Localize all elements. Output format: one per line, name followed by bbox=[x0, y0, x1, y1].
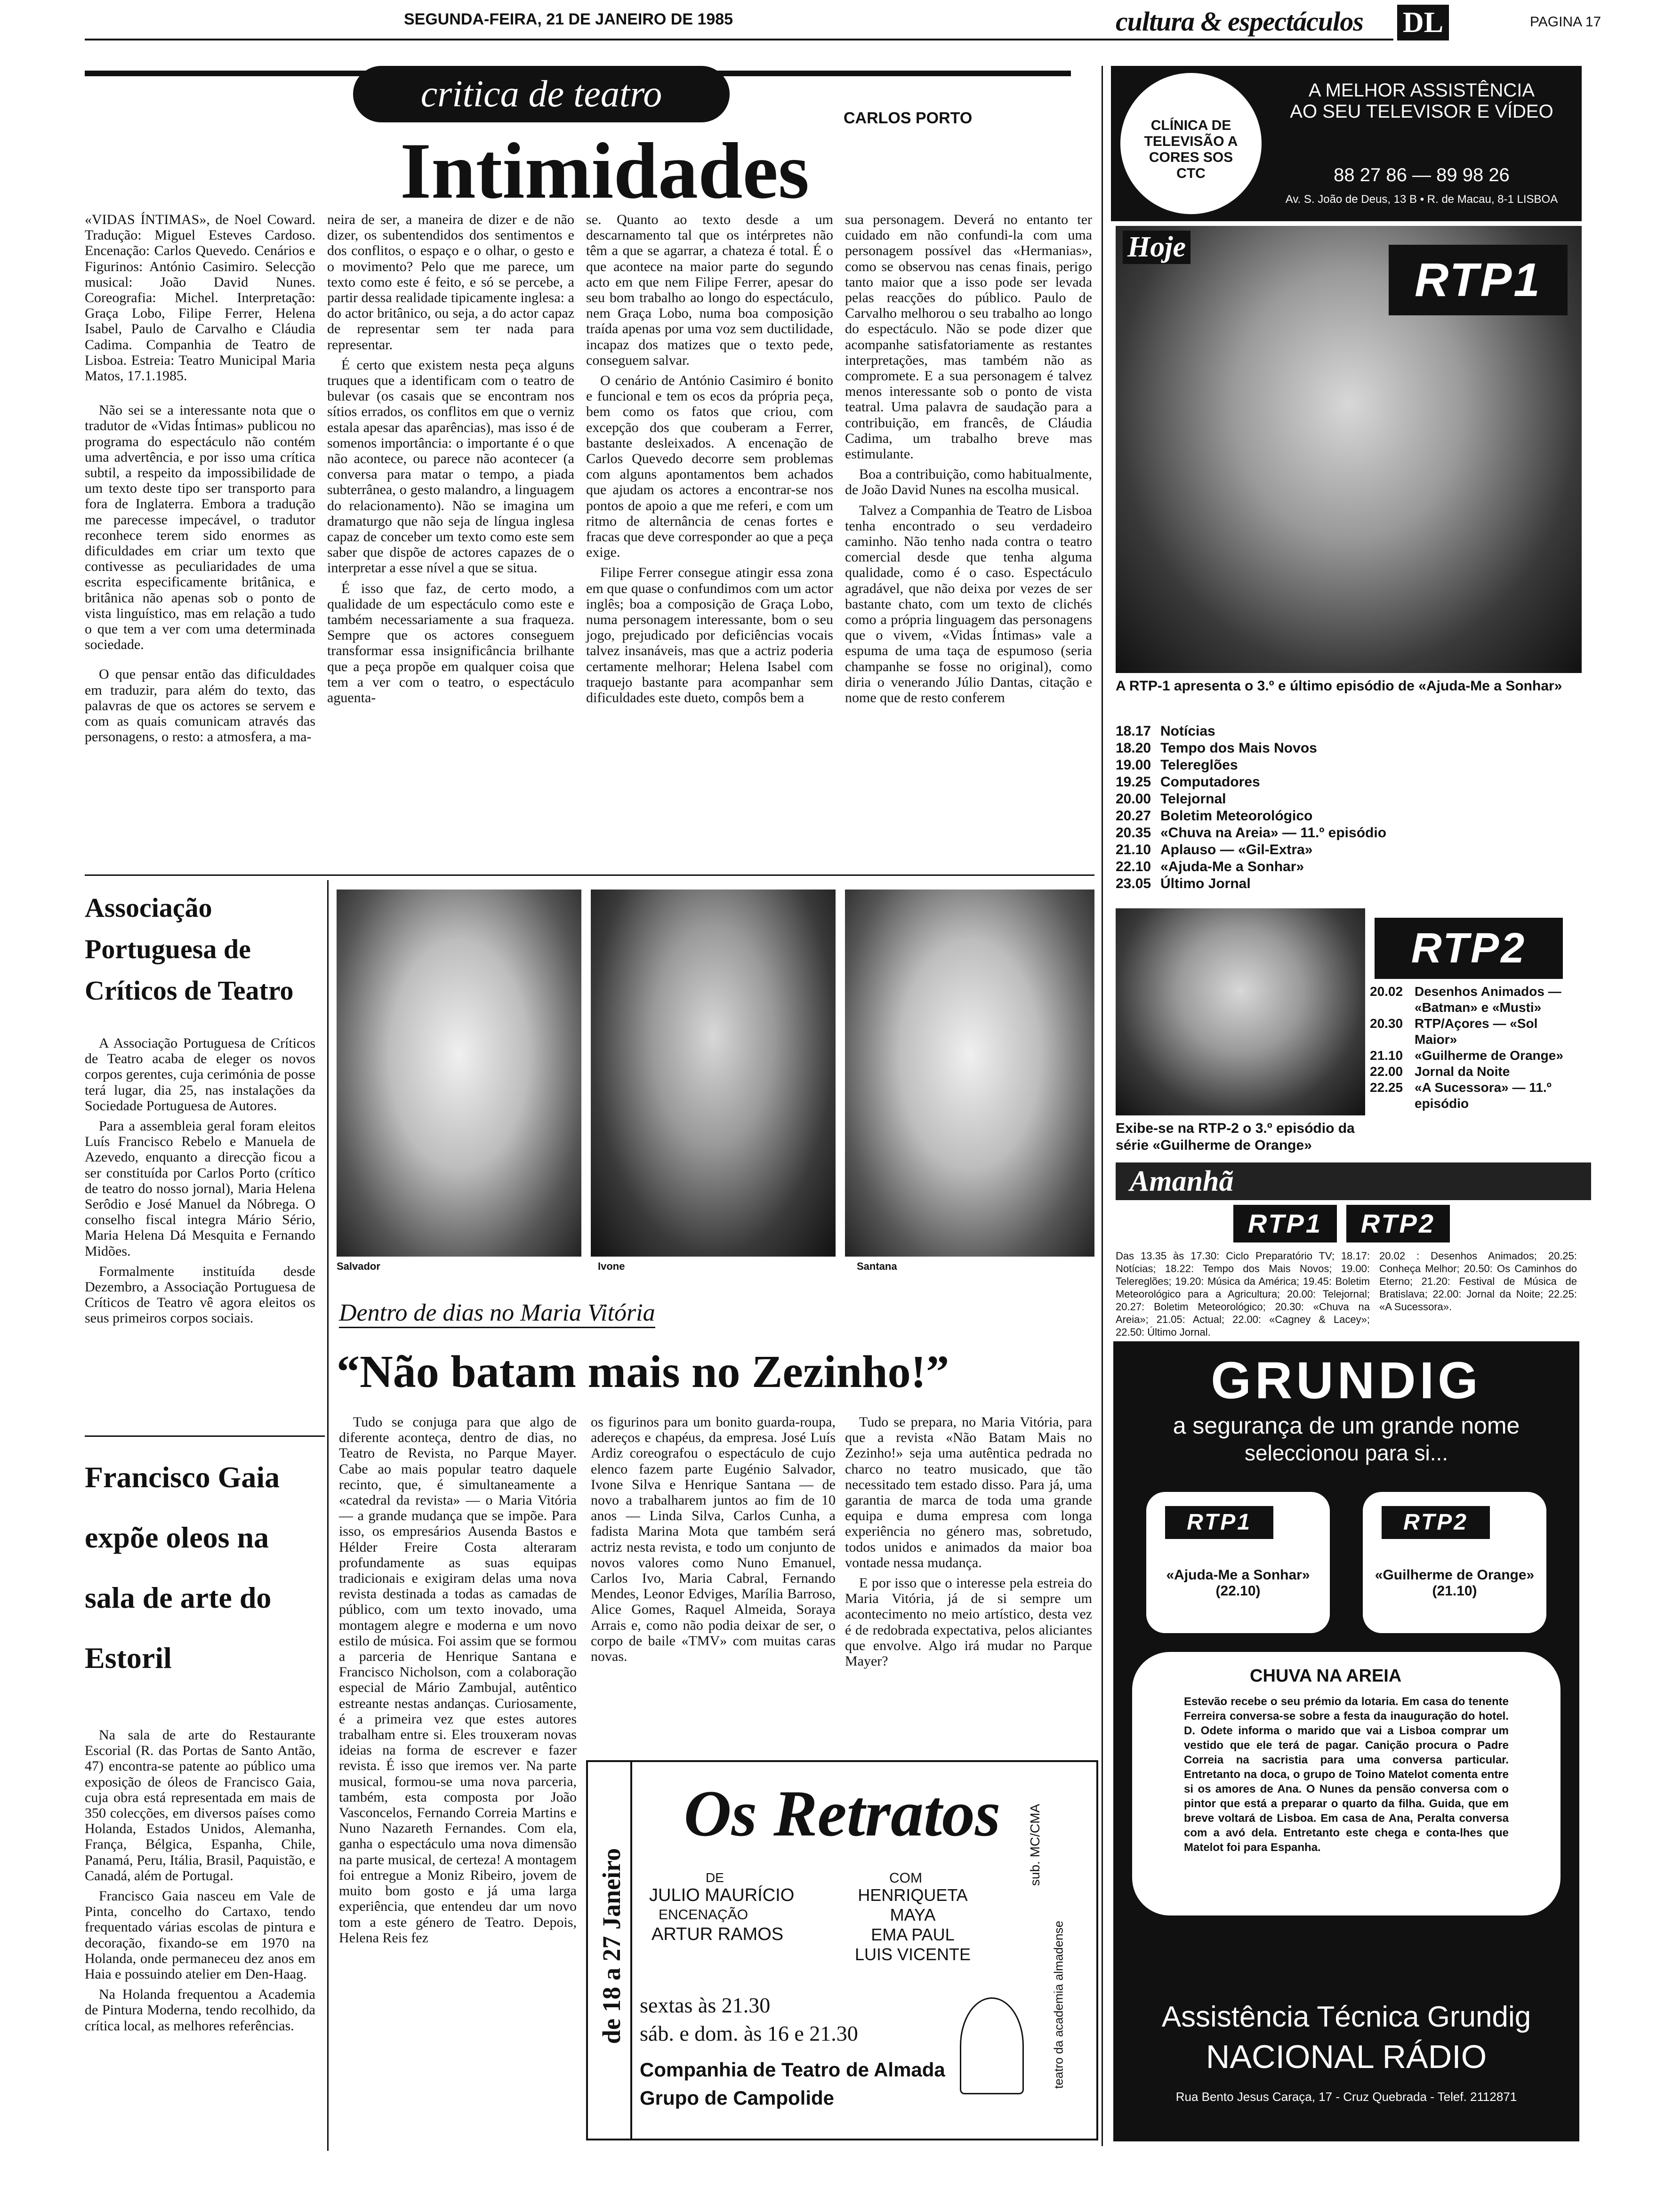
assoc-title: Associação Portuguesa de Críticos de Teatro bbox=[85, 892, 294, 1006]
grundig-pick-2 bbox=[1363, 1492, 1546, 1633]
review-paragraph: sua personagem. Deverá no entanto ter cuidado em não confundi-la com uma personagem possível das «Hermanias», como se observou nas cenas finais, perigo tanto maior que a isso pode ser levada pelas reacções do público. Paulo de Carvalho melhorou o seu trabalho ao longo do espectáculo. Não se pode dizer que acompanhe satisfatoriamente as restantes interpretações, mas também não as compromete. E a sua personagem é talvez menos interessante sob o ponto de vista teatral. Uma palavra de saudação para a contribuição, em francês, de Cláudia Cadima, um trabalho breve mas estimulante. bbox=[845, 212, 1092, 462]
photo-caption: Salvador bbox=[337, 1260, 380, 1272]
schedule-item: 21.10 «Guilherme de Orange» bbox=[1370, 1048, 1563, 1063]
schedule-item: 20.27 Boletim Meteorológico bbox=[1116, 808, 1313, 824]
sos-seal-text: CLÍNICA DE TELEVISÃO A CORES SOS CTC bbox=[1144, 118, 1238, 181]
retratos-emblem bbox=[960, 1997, 1024, 2094]
schedule-item: 20.02 Desenhos Animados — «Batman» e «Musti» bbox=[1370, 984, 1561, 1015]
tv-photo-rtp2 bbox=[1116, 908, 1365, 1115]
screen-text: Estevão recebe o seu prémio da lotaria. Em casa do tenente Ferreira conversa-se sobre a festa da inauguração do hotel. D. Odete informa o marido que vai a Lisboa comprar um vestido que ele terá de pagar. Canição procura o Padre Correia na sacristia para uma conversa particular. Entretanto na doca, o grupo de Toino Matelot comenta entre si os amores de Ana. O Nunes da pensão conversa com o pintor que está a preparar o quarto da filha. Guida, que em breve voltará de Lisboa. Em casa de Ana, Peralta conversa com a avó dela. Entretanto este chega e conta-lhes que Matelot foi para Espanha. bbox=[1184, 1695, 1509, 1854]
review-banner-text: critica de teatro bbox=[420, 73, 662, 115]
review-paragraph: Filipe Ferrer consegue atingir essa zona em que quase o confundimos com um actor inglês; boa a composição de Graça Lobo, numa personagem interessante, bom o seu jogo, prejudicado por deficiências vocais talvez insanáveis, mas que a actriz poderia certamente melhorar; Helena Isabel com traquejo bastante para acompanhar sem dificuldades este dueto, compôs bem a bbox=[586, 565, 833, 706]
review-paragraph: se. Quanto ao texto desde a um descarnamento tal que os intérpretes não têm a que se agarrar, a chateza é total. É o que acontece na maior parte do segundo acto em que nem Filipe Ferrer, apesar do seu bom trabalho ao longo do espectáculo, nem Graça Lobo, numa boa composição traída apenas por uma voz sem ductilidade, incapaz dos matizes que o texto pede, conseguem salvar. bbox=[586, 212, 833, 368]
review-paragraph: O que pensar então das dificuldades em traduzir, para além do texto, das palavras de que os actores se servem e com as quais comunicam através das personagens, o resto: a atmosfera, a ma- bbox=[85, 666, 315, 745]
schedule-item: 23.05 Último Jornal bbox=[1116, 876, 1251, 891]
schedule-item: 22.25 «A Sucessora» — 11.º episódio bbox=[1370, 1080, 1552, 1111]
schedule-item: 19.00 Telereglões bbox=[1116, 757, 1238, 773]
grundig-ad bbox=[1113, 1341, 1579, 2141]
tv-caption: Exibe-se na RTP-2 o 3.º episódio da série «Guilherme de Orange» bbox=[1116, 1121, 1355, 1153]
grundig-slogan-2: seleccionou para si... bbox=[1244, 1441, 1448, 1465]
retratos-company-2: Grupo de Campolide bbox=[640, 2087, 835, 2109]
schedule-item: 22.10 «Ajuda-Me a Sonhar» bbox=[1116, 859, 1304, 874]
retratos-ad bbox=[586, 1760, 1098, 2140]
photo-salvador bbox=[337, 890, 581, 1257]
review-column-1 bbox=[85, 212, 315, 750]
tv-logo-rtp2: RTP2 bbox=[1375, 918, 1563, 979]
review-credits: «VIDAS ÍNTIMAS», de Noel Coward. Tradução: Miguel Esteves Cardoso. Encenação: Carlos Quevedo. Cenários e Figurinos: António Casimiro. Selecção musical: João David Nunes. Coreografia: Michel. Interpretação: Graça Lobo, Filipe Ferrer, Helena Isabel, Paulo de Carvalho e Cláudia Cadima. Companhia de Teatro de Lisboa. Estreia: Teatro Municipal Maria Matos, 17.1.1985. bbox=[85, 212, 315, 384]
schedule-item: 18.20 Tempo dos Mais Novos bbox=[1116, 740, 1317, 756]
retratos-cast-name: LUIS VICENTE bbox=[854, 1945, 971, 1964]
tv-logo-am-rtp1: RTP1 bbox=[1233, 1205, 1337, 1242]
schedule-item: 21.10 Aplauso — «Gil-Extra» bbox=[1116, 842, 1313, 858]
retratos-times-1: sextas às 21.30 bbox=[640, 1993, 771, 2017]
review-title: Intimidades bbox=[400, 127, 810, 215]
assoc-paragraph: Para a assembleia geral foram eleitos Luís Francisco Rebelo e Manuela de Azevedo, enquanto a direcção ficou a ser constituída por Carlos Porto (crítico de teatro do nosso jornal), Maria Helena Serôdio e José Manuel da Nóbrega. O conselho fiscal integra Mário Sério, Maria Helena Dá Mesquita e Fernando Midões. bbox=[85, 1118, 315, 1259]
retratos-side-2: teatro da academia almadense bbox=[1051, 1921, 1066, 2089]
tv-amanha: Amanhã bbox=[1116, 1162, 1591, 1200]
review-column-3 bbox=[586, 212, 833, 710]
photo-caption: Santana bbox=[857, 1260, 897, 1272]
schedule-item: 20.30 RTP/Açores — «Sol Maior» bbox=[1370, 1016, 1538, 1047]
review-paragraph: Não sei se a interessante nota que o tradutor de «Vidas Íntimas» publicou no programa do espectáculo não contém uma advertência, e por isso uma crítica subtil, a respeito da impossibilidade de um texto deste tipo ser transporto para fora de Inglaterra. Embora a tradução me parecesse impecável, o tradutor reconhece terem sido enormes as dificuldades em criar um texto que contivesse as peculiaridades de uma escrita especificamente britânica, e britânica não apenas sob o ponto de vista linguístico, mas em relação a tudo o que tem a ver com uma determinada sociedade. bbox=[85, 402, 315, 653]
rtp2-schedule bbox=[1370, 984, 1577, 1112]
tv-hoje: Hoje bbox=[1123, 231, 1190, 264]
retratos-side-1: sub. MC/CMA bbox=[1028, 1803, 1042, 1886]
review-paragraph: Boa a contribuição, como habitualmente, de João David Nunes na escolha musical. bbox=[845, 466, 1092, 498]
sos-address: Av. S. João de Deus, 13 B • R. de Macau, 8-1 LISBOA bbox=[1285, 193, 1558, 206]
grundig-pick-text: «Ajuda-Me a Sonhar» (22.10) bbox=[1166, 1567, 1310, 1599]
gaia-paragraph: Na Holanda frequentou a Academia de Pintura Moderna, tendo recolhido, da crítica local, as melhores referências. bbox=[85, 1987, 315, 2034]
photo-santana bbox=[845, 890, 1094, 1257]
grundig-slogan-1: a segurança de um grande nome bbox=[1173, 1412, 1520, 1439]
schedule-item: 22.00 Jornal da Noite bbox=[1370, 1064, 1510, 1079]
grundig-pick-1 bbox=[1146, 1492, 1330, 1633]
grundig-tv-screen bbox=[1132, 1652, 1560, 1915]
grundig-address: Rua Bento Jesus Caraça, 17 - Cruz Quebrada - Telef. 2112871 bbox=[1175, 2090, 1517, 2104]
grundig-pick-logo: RTP1 bbox=[1165, 1506, 1273, 1539]
review-paragraph: O cenário de António Casimiro é bonito e funcional e tem os ecos da própria peça, bem como os fatos que criou, com excepção dos que couberam a Ferrer, bastante desleixados. A encenação de Carlos Quevedo decorre sem problemas com alguns apontamentos bem achados que ajudam os actores a encontrar-se nos pontos de apoio a que me referi, e com um ritmo de alternância de cenas fortes e fracas que deve corresponder ao que a peça exige. bbox=[586, 373, 833, 561]
retratos-dates: de 18 a 27 Janeiro bbox=[597, 1848, 626, 2044]
assoc-body bbox=[85, 1035, 315, 1331]
sos-phones: 88 27 86 — 89 98 26 bbox=[1334, 165, 1510, 185]
gaia-body bbox=[85, 1727, 315, 2038]
sos-line-1: A MELHOR ASSISTÊNCIA bbox=[1308, 80, 1535, 101]
retratos-title: Os Retratos bbox=[684, 1777, 1001, 1850]
retratos-company-1: Companhia de Teatro de Almada bbox=[640, 2059, 945, 2081]
review-paragraph: É certo que existem nesta peça alguns truques que a identificam com o teatro de bulevar (os casais que se encontram nos sítios errados, os conflitos em que o verniz estala apesar das aparências), mas isso é de somenos importância: o importante é o que não acontece, ou parece não acontecer (a conversa para matar o tempo, a piada subterrânea, o gesto malandro, a linguagem do relacionamento). Não se imagina um dramaturgo que não seja de língua inglesa capaz de conceber um texto como este sem saber que dispõe de actores capazes de o interpretar a esse nível a que se situa. bbox=[327, 357, 574, 576]
tv-logo-am-rtp2: RTP2 bbox=[1346, 1205, 1450, 1242]
review-author: CARLOS PORTO bbox=[844, 109, 973, 127]
schedule-item: 20.00 Telejornal bbox=[1116, 791, 1226, 807]
retratos-enc-label: ENCENAÇÃO bbox=[659, 1907, 748, 1923]
retratos-times-2: sáb. e dom. às 16 e 21.30 bbox=[640, 2021, 858, 2045]
section-title: cultura & espectáculos bbox=[1116, 6, 1363, 37]
tv-logo-rtp1: RTP1 bbox=[1389, 245, 1568, 315]
review-column-2 bbox=[327, 212, 574, 710]
sos-ad bbox=[1111, 66, 1582, 221]
retratos-cast-name: HENRIQUETA MAYA bbox=[858, 1885, 968, 1924]
review-paragraph: neira de ser, a maneira de dizer e de não dizer, os subentendidos dos sentimentos e dos conflitos, o espaço e o olhar, o gesto e o movimento? Pelo que me parece, um texto como este é feito, e só se percebe, a partir dessa realidade tipicamente inglesa: a do actor britânico, ou seja, a do actor capaz de representar sem ter nada para representar. bbox=[327, 212, 574, 353]
gaia-paragraph: Francisco Gaia nasceu em Vale de Pinta, concelho do Cartaxo, tendo frequentado várias escolas de pintura e decoração, fixando-se em 1970 na Holanda, onde permaneceu dez anos em Haia e possuindo atelier em Den-Haag. bbox=[85, 1888, 315, 1982]
grundig-pick-text: «Guilherme de Orange» (21.10) bbox=[1375, 1567, 1535, 1599]
grundig-assist: Assistência Técnica Grundig bbox=[1161, 2001, 1531, 2033]
review-paragraph: Talvez a Companhia de Teatro de Lisboa tenha encontrado o seu verdadeiro caminho. Não tenho nada contra o teatro comercial desde que tenha alguma qualidade, como é o caso. Espectáculo agradável, que não deixa por vezes de ser bastante chato, com um texto de clichés como a própria linguagem das personagens que o vivem, «Vidas Íntimas» vale a espuma de uma taça de espumoso (seria champanhe se fosse no original), como diria o venerando Júlio Dantas, citação e nome que de resto conferem bbox=[845, 502, 1092, 706]
zezinho-paragraph: Tudo se conjuga para que algo de diferente aconteça, dentro de dias, no Teatro de Revista, no Parque Mayer. Cabe ao mais popular teatro daquele recinto, que, é simultaneamente a «catedral da revista» — o Maria Vitória — a grande mudança que se impõe. Para isso, os empresários Ausenda Bastos e Hélder Freire Costa alteraram profundamente as suas equipas tradicionais e exigiram delas uma nova revista destinada a todas as camadas de público, com um texto inovado, uma montagem alegre e moderna e um novo estilo de música. Foi assim que se formou a parceria de Henrique Santana e Francisco Nicholson, com a colaboração especial de Mário Zambujal, autêntico estreante nestas andanças. Curiosamente, é a primeira vez que estes autores trabalham entre si. Eles trouxeram novas ideias na forma de escrever e fazer revista. É isso que iremos ver. Na parte musical, formou-se uma nova parceria, também, esta composta por João Vasconcelos, Fernando Correia Martins e Nuno Nazareth Fernandes. Com ela, ganha o espectáculo uma nova dimensão na parte musical, de certeza! A montagem foi entregue a Moniz Ribeiro, jovem de muito bom gosto e já uma larga experiência, que entendeu dar um novo tom a este género de Teatro. Depois, Helena Reis fez bbox=[339, 1414, 577, 1946]
tv-caption: A RTP-1 apresenta o 3.º e último episódio de «Ajuda-Me a Sonhar» bbox=[1116, 678, 1562, 694]
retratos-cast-name: EMA PAUL bbox=[871, 1925, 955, 1944]
screen-title: CHUVA NA AREIA bbox=[1250, 1666, 1402, 1686]
zezinho-column-1 bbox=[339, 1414, 577, 1950]
zezinho-paragraph: E por isso que o interesse pela estreia do Maria Vitória, já de si sempre um acontecimento no meio artístico, desta vez é de redobrada expectativa, pelos aliciantes que envolve. Algo irá mudar no Parque Mayer? bbox=[845, 1575, 1092, 1669]
schedule-item: 18.17 Notícias bbox=[1116, 723, 1215, 739]
review-paragraph: É isso que faz, de certo modo, a qualidade de um espectáculo como este e também necessariamente a sua fraqueza. Sempre que os actores conseguem transformar essa insignificância brilhante que a peça propõe em qualquer coisa que tem a ver com o teatro, o espectáculo aguenta- bbox=[327, 580, 574, 706]
schedule-item: 20.35 «Chuva na Areia» — 11.º episódio bbox=[1116, 825, 1387, 841]
zezinho-column-2 bbox=[591, 1414, 836, 1669]
rtp1-schedule bbox=[1116, 723, 1577, 892]
schedule-item: 19.25 Computadores bbox=[1116, 774, 1260, 790]
retratos-com: COM bbox=[889, 1870, 922, 1886]
retratos-cast bbox=[847, 1885, 979, 1964]
photo-caption: Ivone bbox=[598, 1260, 625, 1272]
zezinho-kicker: Dentro de dias no Maria Vitória bbox=[339, 1299, 655, 1328]
grundig-pick-logo: RTP2 bbox=[1382, 1506, 1490, 1539]
review-banner bbox=[353, 66, 730, 122]
zezinho-title: “Não batam mais no Zezinho!” bbox=[337, 1346, 949, 1397]
grundig-brand: GRUNDIG bbox=[1211, 1352, 1482, 1410]
assoc-paragraph: A Associação Portuguesa de Críticos de Teatro acaba de eleger os novos corpos gerentes, cuja cerimónia de posse terá lugar, dia 25, nas instalações da Sociedade Portuguesa de Autores. bbox=[85, 1035, 315, 1114]
zezinho-paragraph: Tudo se prepara, no Maria Vitória, para que a revista «Não Batam Mais no Zezinho!» seja uma autêntica pedrada no charco no teatro musicado, que tão necessitado tem estado disso. Para já, uma garantia de marca de toda uma grande equipa e duma empresa com longa experiência no género mas, sobretudo, todos unidos e animados da maior boa vontade nessa mudança. bbox=[845, 1414, 1092, 1571]
zezinho-column-3 bbox=[845, 1414, 1092, 1674]
retratos-director: ARTUR RAMOS bbox=[652, 1924, 784, 1944]
header-date: SEGUNDA-FEIRA, 21 DE JANEIRO DE 1985 bbox=[404, 10, 733, 28]
am-rtp2-schedule: 20.02 : Desenhos Animados; 20.25: Conheça Melhor; 20.50: Os Caminhos do Eterno; 21.20: Festival de Música de Bratislava; 22.00: Jornal da Noite; 22.25: «A Sucessora». bbox=[1379, 1250, 1577, 1313]
grundig-name: NACIONAL RÁDIO bbox=[1206, 2038, 1487, 2075]
dl-logo: DL bbox=[1397, 5, 1449, 40]
review-column-4 bbox=[845, 212, 1092, 710]
page-number: PAGINA 17 bbox=[1530, 14, 1601, 30]
am-rtp1-schedule: Das 13.35 às 17.30: Ciclo Preparatório TV; 18.17: Notícias; 18.22: Tempo dos Mais Novos; 19.00: Telereglões; 19.20: Música da América; 19.45: Boletim Meteorológico para a Agricultura; 20.00: Telejornal; 20.27: Boletim Meteorológico; 20.30: «Chuva na Areia»; 21.05: Actual; 22.00: «Cagney & Lacey»; 22.50: Último Jornal. bbox=[1116, 1250, 1370, 1338]
sos-line-2: AO SEU TELEVISOR E VÍDEO bbox=[1290, 101, 1553, 122]
gaia-paragraph: Na sala de arte do Restaurante Escorial (R. das Portas de Santo Antão, 47) encontra-se patente ao público uma exposição de óleos de Francisco Gaia, cuja obra está representada em mais de 350 colecções, em diversos países como Holanda, Estados Unidos, Alemanha, França, Bélgica, Espanha, Chile, Panamá, Peru, Itália, Brasil, Paquistão, e Canadá, além de Portugal. bbox=[85, 1727, 315, 1883]
retratos-author: JULIO MAURÍCIO bbox=[649, 1885, 795, 1905]
zezinho-paragraph: os figurinos para um bonito guarda-roupa, adereços e chapéus, da empresa. José Luís Ardiz coreografou o espectáculo de cujo elenco fazem parte Eugénio Salvador, Ivone Silva e Henrique Santana — de novo a trabalharem juntos ao fim de 10 anos — Linda Silva, Carlos Cunha, a fadista Marina Mota que também será actriz nesta revista, e todo um conjunto de novos valores como Nuno Emanuel, Carlos Ivo, Maria Cabral, Fernando Mendes, Leonor Edviges, Marília Barroso, Alice Gomes, Raquel Almeida, Soraya Arrais e, como não podia deixar de ser, o corpo de baile «TMV» com muitas caras novas. bbox=[591, 1414, 836, 1665]
gaia-title: Francisco Gaia expõe oleos na sala de arte do Estoril bbox=[85, 1460, 280, 1675]
retratos-de: DE bbox=[706, 1870, 724, 1885]
assoc-paragraph: Formalmente instituída desde Dezembro, a Associação Portuguesa de Críticos de Teatro vê agora eleitos os seus primeiros corpos sociais. bbox=[85, 1263, 315, 1326]
photo-ivone bbox=[591, 890, 836, 1257]
sos-seal bbox=[1120, 73, 1262, 214]
